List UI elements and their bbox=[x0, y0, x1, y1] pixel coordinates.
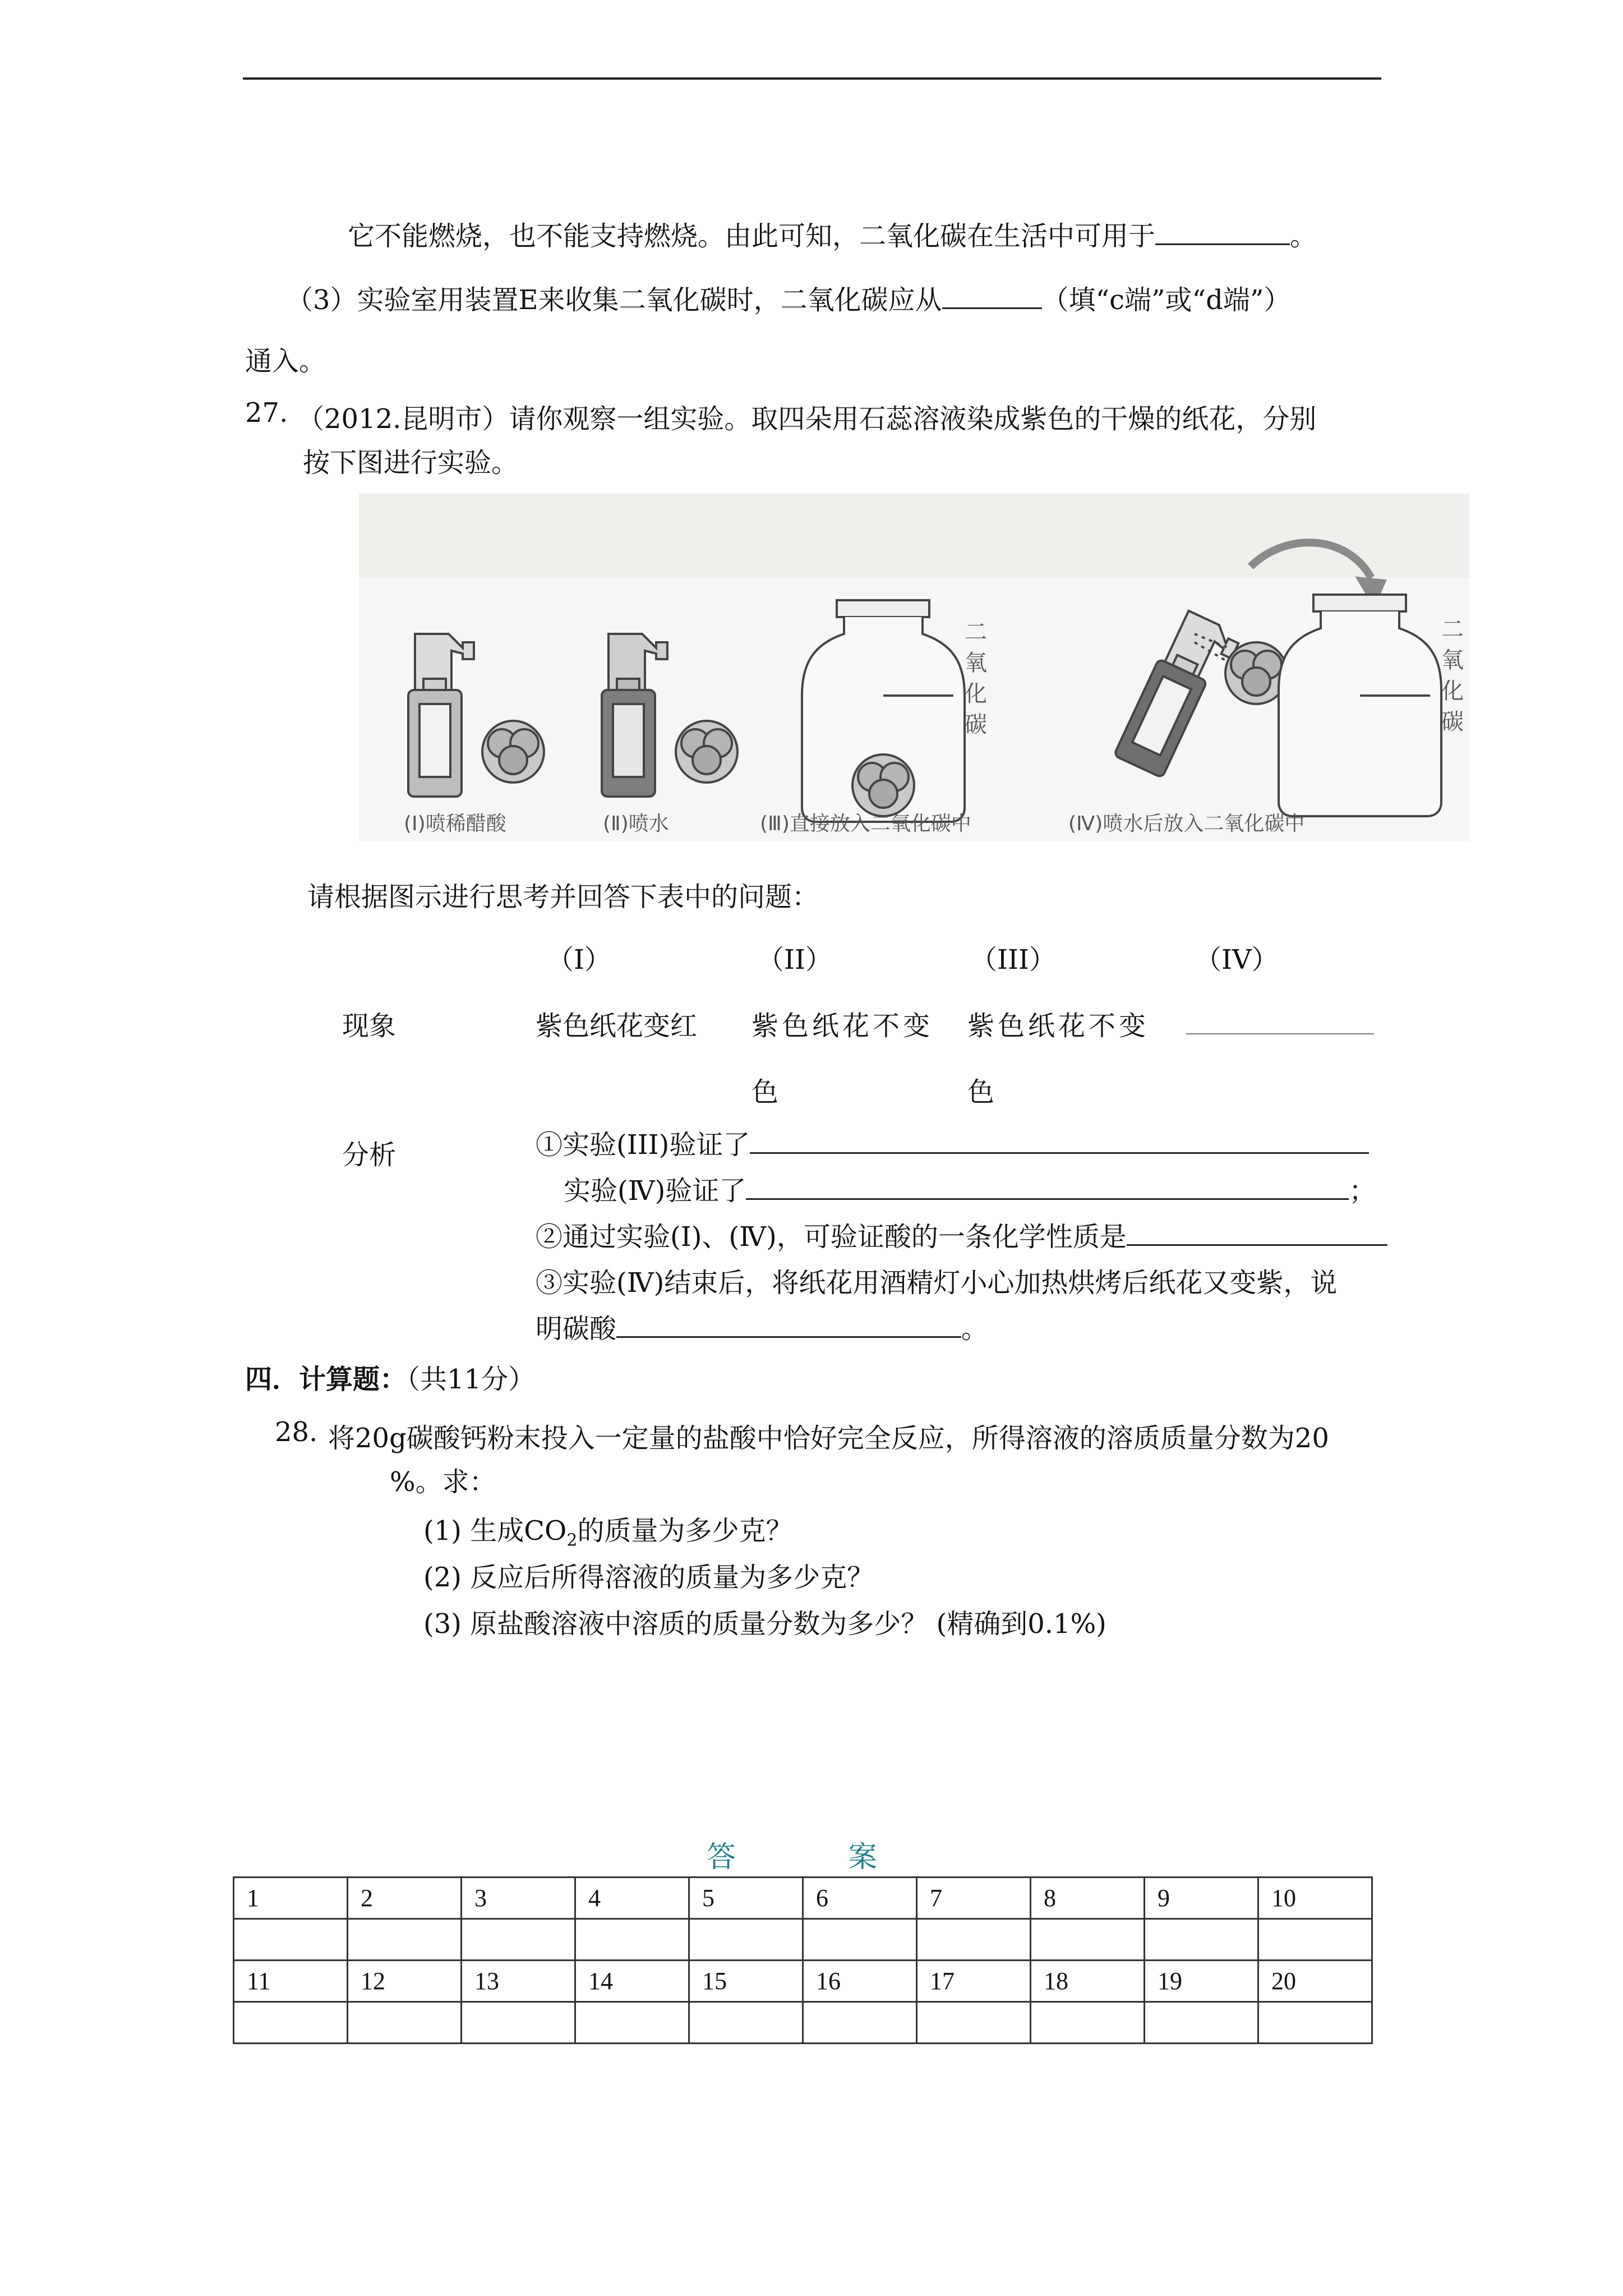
q27-line2: 按下图进行实验。 bbox=[303, 447, 519, 478]
q26-line1: 它不能燃烧，也不能支持燃烧。由此可知，二氧化碳在生活中可用于 。 bbox=[348, 214, 1317, 253]
gas-label-char: 碳 bbox=[1441, 709, 1464, 735]
gas-label-char: 氧 bbox=[1441, 647, 1464, 673]
q26-line3: 通入。 bbox=[245, 346, 326, 377]
grid-answer-cell[interactable] bbox=[575, 2002, 689, 2044]
q27-number: 27. bbox=[245, 397, 288, 429]
grid-answer-cell[interactable] bbox=[689, 2002, 803, 2044]
phenomenon-ii: 紫色纸花不变 bbox=[751, 1010, 934, 1042]
grid-number-cell: 19 bbox=[1145, 1961, 1258, 2002]
q28-number: 28. bbox=[275, 1416, 318, 1448]
phenomenon-iii: 紫色纸花不变 bbox=[967, 1010, 1150, 1042]
grid-answer-cell[interactable] bbox=[917, 2002, 1031, 2044]
table-row bbox=[234, 1878, 1372, 1919]
analysis-line5: 明碳酸 。 bbox=[536, 1307, 988, 1346]
table-row bbox=[234, 1961, 1372, 2002]
figure-caption-iv: (Ⅳ)喷水后放入二氧化碳中 bbox=[1068, 812, 1305, 835]
grid-number-cell: 16 bbox=[803, 1961, 917, 2002]
grid-answer-cell[interactable] bbox=[1258, 1919, 1372, 1961]
answer-blank[interactable] bbox=[1127, 1215, 1387, 1246]
grid-number-cell: 5 bbox=[689, 1878, 803, 1919]
grid-number-cell: 13 bbox=[462, 1961, 575, 2002]
gas-label-char: 二 bbox=[965, 619, 987, 645]
analysis-line3: ②通过实验(Ⅰ)、(Ⅳ)，可验证酸的一条化学性质是 bbox=[536, 1215, 1387, 1254]
grid-number-cell: 9 bbox=[1145, 1878, 1258, 1919]
section4-heading: 四．计算题：（共11分） bbox=[245, 1364, 536, 1395]
gas-label-char: 化 bbox=[1441, 678, 1464, 704]
grid-answer-cell[interactable] bbox=[689, 1919, 803, 1961]
col-header-iv: （IV） bbox=[1195, 944, 1279, 976]
phenomenon-iv-blank[interactable] bbox=[1186, 1004, 1374, 1041]
grid-answer-cell[interactable] bbox=[803, 1919, 917, 1961]
grid-number-cell: 20 bbox=[1258, 1961, 1372, 2002]
answer-blank[interactable] bbox=[750, 1123, 1369, 1154]
grid-number-cell: 14 bbox=[575, 1961, 689, 2002]
experiment-figure bbox=[359, 494, 1469, 841]
answer-grid bbox=[233, 1876, 1373, 2044]
q27-prompt: 请根据图示进行思考并回答下表中的问题： bbox=[307, 881, 819, 913]
phenomenon-i: 紫色纸花变红 bbox=[536, 1010, 698, 1042]
answer-blank[interactable] bbox=[616, 1307, 961, 1338]
grid-answer-cell[interactable] bbox=[462, 1919, 575, 1961]
analysis-line4: ③实验(Ⅳ)结束后，将纸花用酒精灯小心加热烘烤后纸花又变紫，说 bbox=[536, 1267, 1338, 1299]
grid-answer-cell[interactable] bbox=[1031, 1919, 1145, 1961]
grid-answer-cell[interactable] bbox=[803, 2002, 917, 2044]
col-header-ii: （II） bbox=[757, 944, 832, 976]
grid-number-cell: 17 bbox=[917, 1961, 1031, 2002]
analysis-line2: 实验(Ⅳ)验证了 ； bbox=[564, 1169, 1376, 1208]
q28-line2: %。求： bbox=[390, 1466, 496, 1498]
q26-line2: （3）实验室用装置E来收集二氧化碳时，二氧化碳应从 （填“c端”或“d端”） bbox=[286, 278, 1290, 317]
grid-answer-cell[interactable] bbox=[575, 1919, 689, 1961]
phenomenon-ii-wrap: 色 bbox=[751, 1076, 779, 1108]
grid-answer-cell[interactable] bbox=[348, 1919, 462, 1961]
gas-label-char: 氧 bbox=[965, 650, 987, 676]
grid-answer-cell[interactable] bbox=[234, 2002, 348, 2044]
grid-answer-cell[interactable] bbox=[1145, 2002, 1258, 2044]
gas-label-char: 碳 bbox=[965, 712, 987, 738]
figure-caption-i: (Ⅰ)喷稀醋酸 bbox=[404, 812, 506, 835]
answer-title: 答 案 bbox=[707, 1841, 878, 1874]
grid-number-cell: 12 bbox=[348, 1961, 462, 2002]
flower-icon bbox=[852, 754, 914, 816]
grid-number-cell: 15 bbox=[689, 1961, 803, 2002]
analysis-line1: ①实验(III)验证了 bbox=[536, 1123, 1369, 1162]
table-row bbox=[234, 2002, 1372, 2044]
grid-number-cell: 7 bbox=[917, 1878, 1031, 1919]
answer-blank[interactable] bbox=[746, 1169, 1349, 1200]
q28-line1: 将20g碳酸钙粉末投入一定量的盐酸中恰好完全反应，所得溶液的溶质质量分数为20 bbox=[328, 1423, 1329, 1454]
grid-answer-cell[interactable] bbox=[917, 1919, 1031, 1961]
table-row bbox=[234, 1919, 1372, 1961]
grid-number-cell: 1 bbox=[234, 1878, 348, 1919]
grid-answer-cell[interactable] bbox=[462, 2002, 575, 2044]
phenomenon-iii-wrap: 色 bbox=[967, 1076, 995, 1108]
grid-number-cell: 11 bbox=[234, 1961, 348, 2002]
grid-answer-cell[interactable] bbox=[1145, 1919, 1258, 1961]
col-header-i: （I） bbox=[547, 944, 611, 976]
q27-line1: （2012.昆明市）请你观察一组实验。取四朵用石蕊溶液染成紫色的干燥的纸花，分别 bbox=[297, 403, 1317, 435]
flower-icon bbox=[482, 721, 544, 783]
grid-number-cell: 2 bbox=[348, 1878, 462, 1919]
q28-sub2: (2) 反应后所得溶液的质量为多少克？ bbox=[423, 1562, 874, 1593]
grid-number-cell: 6 bbox=[803, 1878, 917, 1919]
grid-number-cell: 10 bbox=[1258, 1878, 1372, 1919]
row-label-analysis: 分析 bbox=[342, 1139, 396, 1171]
answer-blank[interactable] bbox=[1155, 214, 1290, 245]
col-header-iii: （III） bbox=[970, 944, 1056, 976]
q28-sub3: (3) 原盐酸溶液中溶质的质量分数为多少？ (精确到0.1%) bbox=[423, 1608, 1106, 1640]
grid-number-cell: 3 bbox=[462, 1878, 575, 1919]
answer-blank[interactable] bbox=[942, 278, 1042, 309]
grid-answer-cell[interactable] bbox=[234, 1919, 348, 1961]
grid-answer-cell[interactable] bbox=[348, 2002, 462, 2044]
grid-number-cell: 18 bbox=[1031, 1961, 1145, 2002]
figure-caption-iii: (Ⅲ)直接放入二氧化碳中 bbox=[760, 812, 971, 835]
q28-sub1: (1) 生成$CO_2$的质量为多少克？ bbox=[423, 1515, 793, 1550]
grid-answer-cell[interactable] bbox=[1031, 2002, 1145, 2044]
header-rule bbox=[243, 77, 1381, 80]
gas-label-char: 二 bbox=[1441, 616, 1464, 642]
row-label-phenomenon: 现象 bbox=[342, 1010, 396, 1042]
gas-label-char: 化 bbox=[965, 681, 987, 707]
grid-number-cell: 4 bbox=[575, 1878, 689, 1919]
figure-caption-ii: (Ⅱ)喷水 bbox=[603, 812, 669, 835]
grid-number-cell: 8 bbox=[1031, 1878, 1145, 1919]
grid-answer-cell[interactable] bbox=[1258, 2002, 1372, 2044]
flower-icon bbox=[676, 721, 737, 783]
